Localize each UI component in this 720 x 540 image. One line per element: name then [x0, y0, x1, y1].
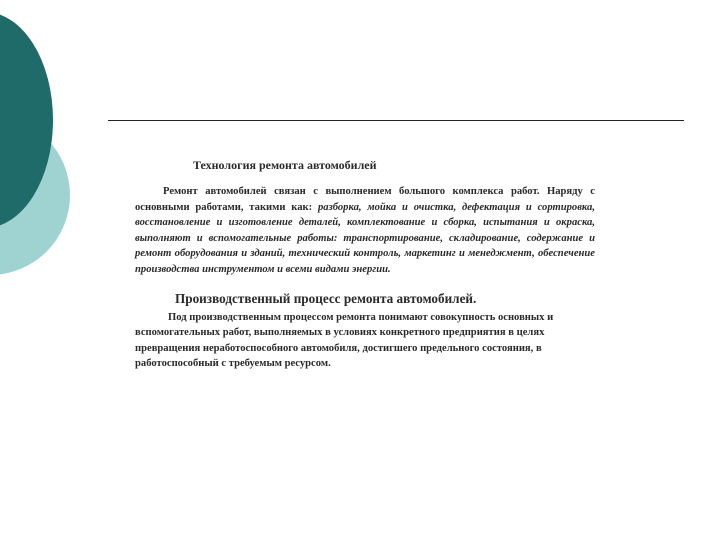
- paragraph-repair-works: [135, 184, 595, 278]
- paragraph1-italic: разборка, мойка и очистка, дефектация и сортировка, восстановление и изготовление деталей, комплектование и сборка, испытания и окраска, выполняют и вспомогательные работы: транспортирование, складирование, содержание и ремонт оборудования и зданий, технический контроль, маркетинг и менеджмент, обеспечение производства инструментом и всеми видами энергии.: [135, 201, 595, 275]
- section-heading: Производственный процесс ремонта автомобилей.: [175, 290, 477, 306]
- slide-subtitle: Технология ремонта автомобилей: [193, 158, 377, 172]
- paragraph-production-process: Под производственным процессом ремонта понимают совокупность основных и вспомогательных работ, выполняемых в условиях конкретного предприятия в целях превращения неработоспособного автомобиля, достигшего предельного состояния, в работоспособный с требуемым ресурсом.: [135, 311, 554, 370]
- paragraph1-lead: Ремонт автомобилей связан с выполнением большого комплекса работ. Наряду с основными работами, такими как:: [135, 186, 595, 213]
- slide-content: [135, 150, 595, 372]
- horizontal-rule: [108, 120, 684, 121]
